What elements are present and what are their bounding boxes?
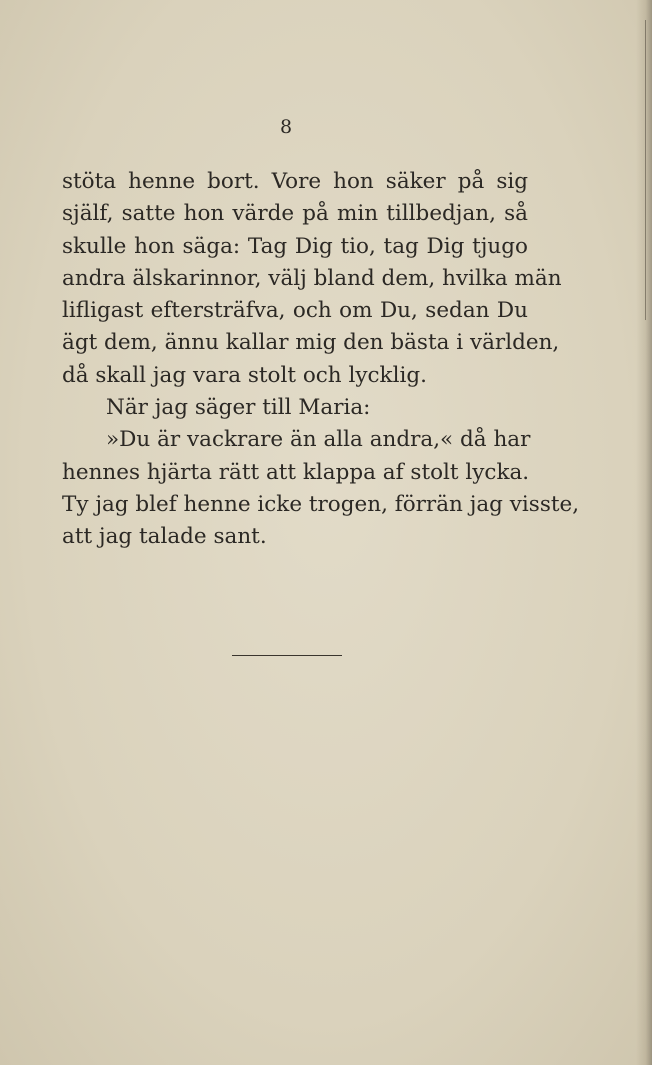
page-number: 8 xyxy=(279,116,293,138)
text-line: Ty jag blef henne icke trogen, förrän jag visste, xyxy=(62,491,580,517)
page-edge-shadow xyxy=(636,0,652,1065)
text-line: själf, satte hon värde på min tillbedjan, så xyxy=(62,201,528,227)
body-text xyxy=(62,166,580,554)
text-line: att jag talade sant. xyxy=(62,524,267,550)
text-line: då skall jag vara stolt och lycklig. xyxy=(62,362,427,388)
text-line: andra älskarinnor, välj bland dem, hvilka män xyxy=(62,265,562,291)
section-divider xyxy=(232,655,342,656)
text-line: ägt dem, ännu kallar mig den bästa i världen, xyxy=(62,330,560,356)
text-line: »Du är vackrare än alla andra,« då har xyxy=(106,427,531,453)
page-edge-line xyxy=(645,20,646,320)
text-line: hennes hjärta rätt att klappa af stolt lycka. xyxy=(62,459,530,485)
text-line: skulle hon säga: Tag Dig tio, tag Dig tjugo xyxy=(62,233,528,259)
text-line: När jag säger till Maria: xyxy=(106,395,371,421)
text-line: stöta henne bort. Vore hon säker på sig xyxy=(62,169,528,194)
text-line: lifligast eftersträfva, och om Du, sedan Du xyxy=(62,298,528,324)
